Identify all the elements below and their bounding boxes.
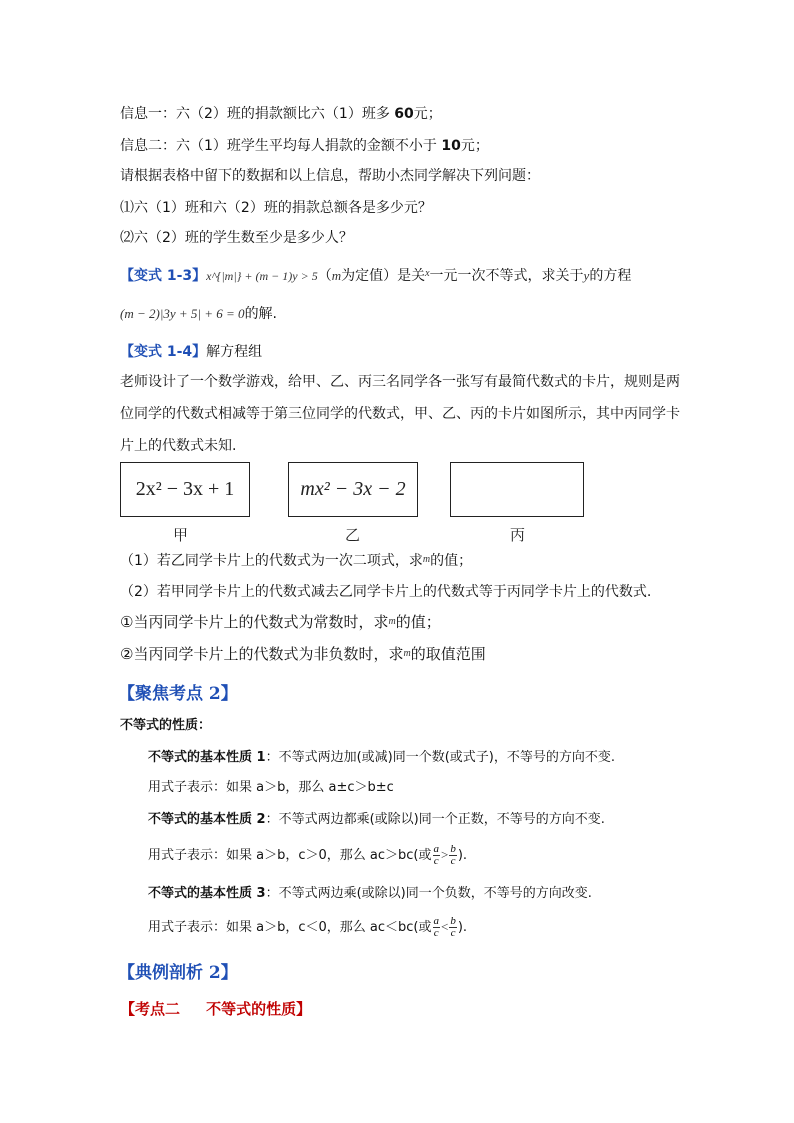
case-1-m: m bbox=[388, 616, 396, 627]
variant-1-4-line bbox=[120, 342, 262, 362]
variant-1-3-tag: 【变式 1-3】 bbox=[120, 268, 207, 284]
card-jia-label: 甲 bbox=[173, 526, 189, 544]
fraction-denominator: c bbox=[433, 855, 439, 867]
focus-header: 【聚焦考点 2】 bbox=[118, 684, 238, 704]
variant-1-3-expression: x^{|m|} + (m − 1)y > 5 bbox=[206, 269, 318, 283]
property-3 bbox=[148, 884, 592, 904]
property-3-expression-tail: ). bbox=[457, 920, 468, 935]
question-2: ⑵六（2）班的学生数至少是多少人？ bbox=[120, 230, 353, 246]
card-jia-expression: 2x² − 3x + 1 bbox=[135, 478, 235, 500]
property-2-text: ：不等式两边都乘(或除以)同一个正数，不等号的方向不变. bbox=[265, 812, 605, 827]
fraction-numerator: b bbox=[450, 915, 456, 927]
variant-1-3-line bbox=[120, 264, 631, 286]
variant-1-3-text-e: 的解. bbox=[244, 306, 278, 322]
info-line-1-suffix: 元； bbox=[413, 106, 442, 122]
property-2-expression-text: 用式子表示：如果 a＞b，c＞0，那么 ac＞bc(或 bbox=[148, 848, 432, 863]
card-question-1-text: （1）若乙同学卡片上的代数式为一次二项式，求 bbox=[120, 553, 423, 569]
card-bing-label: 丙 bbox=[510, 526, 526, 544]
card-question-1-m: m bbox=[422, 554, 431, 565]
variant-1-3-text-a: （ bbox=[317, 268, 332, 284]
property-2-expression bbox=[148, 840, 467, 871]
card-yi-label: 乙 bbox=[345, 526, 361, 544]
fraction-b-over-c bbox=[449, 916, 457, 939]
property-3-expression bbox=[148, 912, 467, 943]
fraction-a-over-c bbox=[433, 844, 441, 867]
property-3-label: 不等式的基本性质 3 bbox=[148, 886, 266, 901]
variant-1-4-paragraph-1: 老师设计了一个数学游戏，给甲、乙、丙三名同学各一张写有最简代数式的卡片，规则是两 bbox=[120, 374, 680, 390]
property-2-label: 不等式的基本性质 2 bbox=[148, 812, 266, 827]
fraction-numerator: a bbox=[433, 843, 439, 855]
question-1: ⑴六（1）班和六（2）班的捐款总额各是多少元？ bbox=[120, 200, 432, 216]
fraction-numerator: b bbox=[450, 843, 456, 855]
variant-1-3-text-c: 一元一次不等式，求关于 bbox=[429, 268, 584, 284]
card-jia bbox=[120, 462, 250, 517]
example-header: 【典例剖析 2】 bbox=[118, 963, 238, 983]
property-1-expression: 用式子表示：如果 a＞b，那么 a±c＞b±c bbox=[148, 780, 394, 795]
variant-1-3-equation: (m − 2)|3y + 5| + 6 = 0 bbox=[120, 306, 245, 321]
property-2-expression-tail: ). bbox=[457, 848, 468, 863]
info-line-3: 请根据表格中留下的数据和以上信息，帮助小杰同学解决下列问题： bbox=[120, 168, 540, 184]
fraction-denominator: c bbox=[433, 927, 439, 939]
focus-subtitle: 不等式的性质： bbox=[120, 718, 212, 733]
property-1 bbox=[148, 748, 615, 768]
fraction-a-over-c bbox=[433, 916, 441, 939]
info-line-2 bbox=[120, 136, 489, 156]
card-bing bbox=[450, 462, 584, 517]
variant-1-4-title: 解方程组 bbox=[206, 344, 263, 360]
info-line-1-number: 60 bbox=[394, 106, 414, 122]
fraction-numerator: a bbox=[433, 915, 439, 927]
variant-1-3-y: y bbox=[583, 268, 590, 283]
card-yi-expression: mx² − 3x − 2 bbox=[300, 478, 406, 500]
property-3-expression-text: 用式子表示：如果 a＞b，c＜0，那么 ac＜bc(或 bbox=[148, 920, 432, 935]
variant-1-3-x: x bbox=[425, 268, 430, 279]
card-question-1-tail: 的值； bbox=[430, 553, 473, 569]
variant-1-3-m: m bbox=[331, 268, 342, 283]
info-line-2-number: 10 bbox=[441, 138, 461, 154]
variant-1-3-text-d: 的方程 bbox=[589, 268, 632, 284]
variant-1-4-paragraph-2: 位同学的代数式相减等于第三位同学的代数式，甲、乙、丙的卡片如图所示，其中丙同学卡 bbox=[120, 406, 680, 422]
case-2-tail: 的取值范围 bbox=[410, 645, 486, 663]
property-1-text: ：不等式两边加(或减)同一个数(或式子)，不等号的方向不变. bbox=[265, 750, 615, 765]
info-line-2-suffix: 元； bbox=[460, 138, 489, 154]
example-point: 【考点二 不等式的性质】 bbox=[120, 1000, 312, 1018]
card-question-1 bbox=[120, 550, 472, 571]
variant-1-3-equation-line bbox=[120, 304, 277, 324]
property-2 bbox=[148, 810, 605, 830]
variant-1-4-tag: 【变式 1-4】 bbox=[120, 344, 207, 360]
info-line-1 bbox=[120, 104, 442, 124]
property-3-text: ：不等式两边乘(或除以)同一个负数，不等号的方向改变. bbox=[265, 886, 592, 901]
fraction-denominator: c bbox=[450, 927, 456, 939]
property-1-label: 不等式的基本性质 1 bbox=[148, 750, 266, 765]
variant-1-4-paragraph-3: 片上的代数式未知. bbox=[120, 438, 237, 454]
fraction-b-over-c bbox=[449, 844, 457, 867]
case-2-text: ②当丙同学卡片上的代数式为非负数时，求 bbox=[120, 645, 404, 663]
fraction-denominator: c bbox=[450, 855, 456, 867]
card-question-2-case-1 bbox=[120, 612, 441, 632]
case-2-m: m bbox=[403, 648, 411, 659]
variant-1-3-text-b: 为定值）是关 bbox=[341, 268, 426, 284]
case-1-tail: 的值； bbox=[395, 613, 441, 631]
info-line-1-text: 信息一：六（2）班的捐款额比六（1）班多 bbox=[120, 106, 395, 122]
card-question-2: （2）若甲同学卡片上的代数式减去乙同学卡片上的代数式等于丙同学卡片上的代数式. bbox=[120, 584, 652, 600]
card-yi bbox=[288, 462, 418, 517]
case-1-text: ①当丙同学卡片上的代数式为常数时，求 bbox=[120, 613, 389, 631]
greater-than-sign: > bbox=[441, 847, 449, 862]
card-question-2-case-2 bbox=[120, 644, 486, 664]
less-than-sign: < bbox=[441, 919, 449, 934]
info-line-2-text: 信息二：六（1）班学生平均每人捐款的金额不小于 bbox=[120, 138, 442, 154]
